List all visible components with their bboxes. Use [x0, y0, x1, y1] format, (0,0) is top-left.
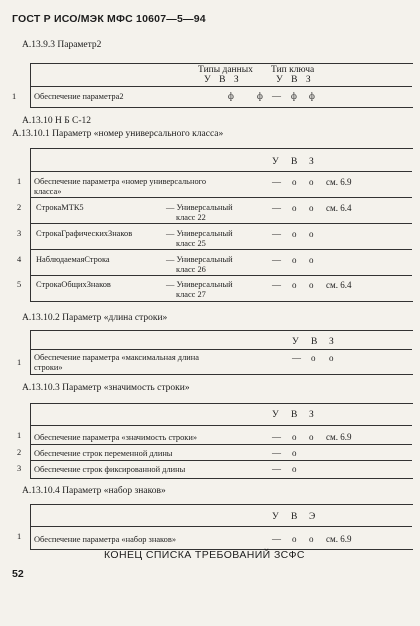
row-text: СтрокаМТК5	[36, 203, 84, 212]
column-header-u: У	[272, 512, 279, 522]
row-text: Обеспечение параметра «номер универсального	[34, 177, 207, 186]
divider	[30, 526, 412, 527]
column-header-u: У	[292, 337, 299, 347]
value-v: о	[292, 280, 297, 290]
row-number: 1	[17, 431, 22, 440]
value-key-v: ф	[291, 91, 297, 101]
divider	[30, 425, 412, 426]
value-v: о	[292, 229, 297, 239]
column-header-z: З	[309, 157, 314, 167]
row-number: 2	[17, 448, 22, 457]
column-header-e: Э	[309, 512, 316, 522]
row-text: НаблюдаемаяСтрока	[36, 255, 110, 264]
value-dash: —	[272, 91, 281, 101]
row-class-label: — Универсальный	[166, 203, 233, 212]
value-z: о	[309, 177, 314, 187]
value-v: ф	[257, 91, 263, 101]
row-class-label: — Универсальный	[166, 280, 233, 289]
section-title-class-number: А.13.10.1 Параметр «номер универсального класса»	[12, 129, 224, 139]
value-u: —	[272, 534, 281, 544]
page-number: 52	[12, 568, 24, 580]
reference: см. 6.9	[326, 177, 352, 187]
value-u: —	[272, 229, 281, 239]
value-z: о	[309, 280, 314, 290]
row-text-cont: класса»	[34, 187, 62, 196]
value-z: о	[309, 255, 314, 265]
column-header-v: В	[291, 410, 298, 420]
value-v: о	[311, 353, 316, 363]
column-header-types: Типы данных	[198, 65, 253, 75]
value-v: о	[292, 448, 297, 458]
divider	[30, 223, 412, 224]
value-z: о	[329, 353, 334, 363]
value-u: —	[272, 203, 281, 213]
column-header-z: З	[329, 337, 334, 347]
divider	[30, 249, 412, 250]
row-number: 2	[17, 203, 22, 212]
row-text-cont: строки»	[34, 363, 63, 372]
column-header-uvz-a: У В З	[204, 75, 239, 85]
section-title-nbs12: А.13.10 Н Б С-12	[22, 116, 92, 126]
row-text: Обеспечение параметра «значимость строки»	[34, 433, 198, 442]
reference: см. 6.4	[326, 280, 352, 290]
reference: см. 6.9	[326, 432, 352, 442]
value-u: ф	[228, 91, 234, 101]
column-header-u: У	[272, 157, 279, 167]
value-v: о	[292, 432, 297, 442]
row-number: 1	[17, 532, 22, 541]
divider	[30, 197, 412, 198]
value-v: о	[292, 534, 297, 544]
divider	[30, 171, 412, 172]
column-header-v: В	[311, 337, 318, 347]
row-class-number: класс 27	[176, 290, 206, 299]
column-header-uvz-b: У В З	[276, 75, 311, 85]
value-z: о	[309, 203, 314, 213]
row-text: Обеспечение строк фиксированной длины	[34, 465, 186, 474]
value-u: —	[292, 353, 301, 363]
row-class-label: — Универсальный	[166, 255, 233, 264]
value-z: о	[309, 534, 314, 544]
divider	[30, 349, 412, 350]
column-header-z: З	[309, 410, 314, 420]
column-header-u: У	[272, 410, 279, 420]
divider	[30, 444, 412, 445]
value-v: о	[292, 203, 297, 213]
row-number: 5	[17, 280, 22, 289]
row-class-number: класс 26	[176, 265, 206, 274]
column-header-key-type: Тип ключа	[271, 65, 315, 75]
row-number: 3	[17, 464, 22, 473]
value-z: о	[309, 229, 314, 239]
column-header-v: В	[291, 157, 298, 167]
row-text: Обеспечение параметра2	[34, 92, 124, 101]
value-z: о	[309, 432, 314, 442]
row-class-number: класс 22	[176, 213, 206, 222]
divider	[30, 460, 412, 461]
section-title-parametr2: А.13.9.3 Параметр2	[22, 40, 102, 50]
value-u: —	[272, 448, 281, 458]
reference: см. 6.9	[326, 534, 352, 544]
value-u: —	[272, 280, 281, 290]
row-text: СтрокаГрафическихЗнаков	[36, 229, 133, 238]
row-number: 1	[17, 177, 22, 186]
row-text: Обеспечение параметра «набор знаков»	[34, 535, 177, 544]
value-v: о	[292, 464, 297, 474]
row-number: 4	[17, 255, 22, 264]
row-number: 1	[12, 92, 17, 101]
row-number: 1	[17, 358, 22, 367]
row-class-label: — Универсальный	[166, 229, 233, 238]
value-u: —	[272, 177, 281, 187]
value-u: —	[272, 464, 281, 474]
divider	[30, 275, 412, 276]
divider	[30, 86, 412, 87]
section-title-charset: А.13.10.4 Параметр «набор знаков»	[22, 486, 166, 496]
column-header-v: В	[291, 512, 298, 522]
row-class-number: класс 25	[176, 239, 206, 248]
value-key-z: ф	[309, 91, 315, 101]
value-v: о	[292, 177, 297, 187]
reference: см. 6.4	[326, 203, 352, 213]
section-title-string-length: А.13.10.2 Параметр «длина строки»	[22, 313, 168, 323]
end-of-list-caption: КОНЕЦ СПИСКА ТРЕБОВАНИЙ ЗСФС	[104, 549, 305, 561]
value-u: —	[272, 255, 281, 265]
value-u: —	[272, 432, 281, 442]
row-text: Обеспечение строк переменной длины	[34, 449, 173, 458]
document-header: ГОСТ Р ИСО/МЭК МФС 10607—5—94	[12, 13, 206, 25]
row-number: 3	[17, 229, 22, 238]
section-title-string-significance: А.13.10.3 Параметр «значимость строки»	[22, 383, 190, 393]
row-text: Обеспечение параметра «максимальная длина	[34, 353, 199, 362]
value-v: о	[292, 255, 297, 265]
row-text: СтрокаОбщихЗнаков	[36, 280, 111, 289]
